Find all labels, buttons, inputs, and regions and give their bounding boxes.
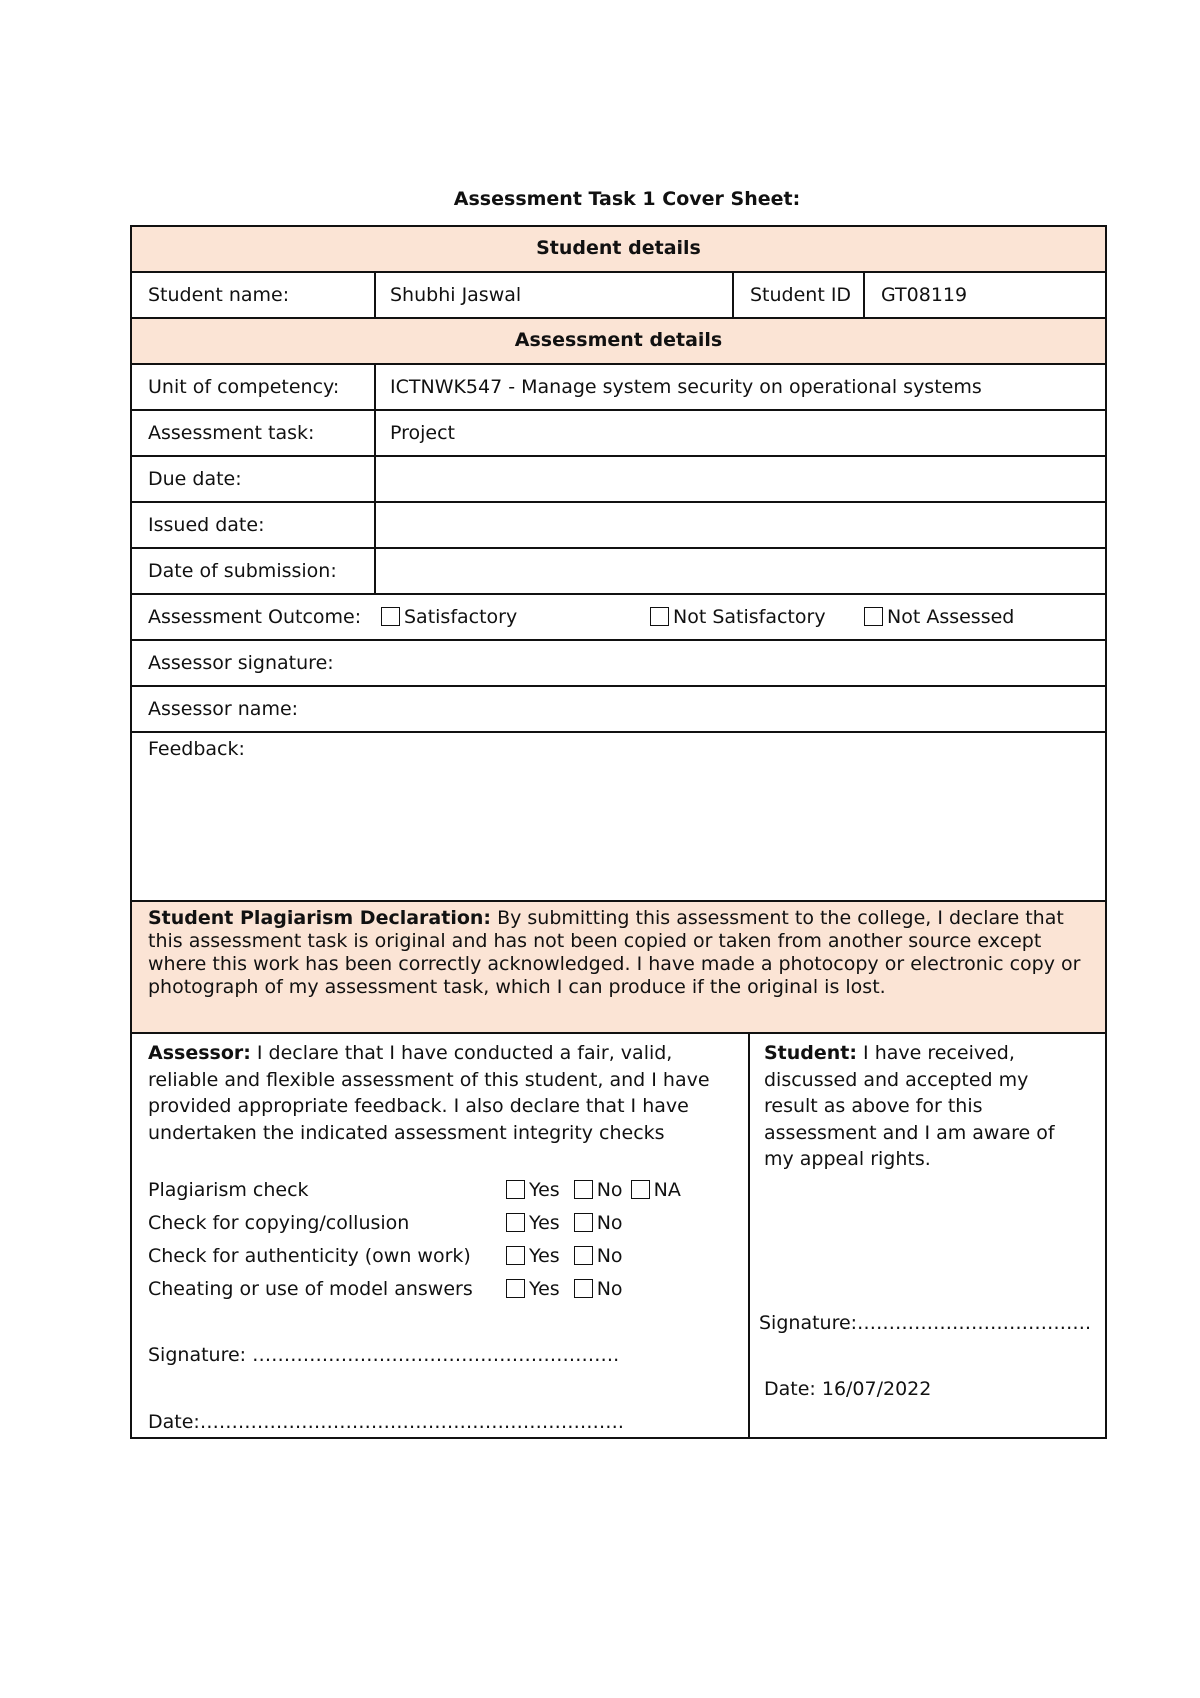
option-label: Yes bbox=[529, 1245, 560, 1267]
plagiarism-text-block bbox=[148, 907, 1093, 999]
option-label: No bbox=[596, 1278, 623, 1300]
due-date-label: Due date: bbox=[148, 468, 242, 490]
student-name-label: Student name: bbox=[148, 284, 290, 306]
outcome-satisfactory[interactable] bbox=[381, 595, 517, 639]
student-text: I have received, discussed and accepted my result as above for this assessment and I am aware of my appeal rights. bbox=[764, 1042, 1055, 1170]
cheating-check-options bbox=[506, 1278, 623, 1300]
cheating-no-checkbox[interactable] bbox=[574, 1279, 593, 1298]
plagiarism-yes-checkbox[interactable] bbox=[506, 1180, 525, 1199]
authenticity-check-options bbox=[506, 1245, 623, 1267]
cheating-check-label: Cheating or use of model answers bbox=[148, 1278, 473, 1300]
assessment-details-header: Assessment details bbox=[132, 319, 1105, 365]
plagiarism-check-label: Plagiarism check bbox=[148, 1179, 309, 1201]
unit-row bbox=[132, 365, 1105, 411]
outcome-row bbox=[132, 595, 1105, 641]
outcome-label: Assessment Outcome: bbox=[148, 606, 362, 628]
satisfactory-label: Satisfactory bbox=[404, 606, 518, 628]
satisfactory-checkbox[interactable] bbox=[381, 607, 400, 626]
student-name-value[interactable]: Shubhi Jaswal bbox=[390, 284, 522, 306]
task-label: Assessment task: bbox=[148, 422, 315, 444]
plagiarism-heading: Student Plagiarism Declaration: bbox=[148, 907, 492, 929]
copying-yes-checkbox[interactable] bbox=[506, 1213, 525, 1232]
plagiarism-na-checkbox[interactable] bbox=[631, 1180, 650, 1199]
student-signature-line[interactable]: Signature:………………………………. bbox=[759, 1312, 1092, 1334]
submission-date-label: Date of submission: bbox=[148, 560, 337, 582]
copying-check-label: Check for copying/collusion bbox=[148, 1212, 410, 1234]
page-title: Assessment Task 1 Cover Sheet: bbox=[453, 188, 801, 210]
authenticity-no-checkbox[interactable] bbox=[574, 1246, 593, 1265]
cover-sheet-table bbox=[130, 225, 1107, 1439]
task-row bbox=[132, 411, 1105, 457]
student-details-header: Student details bbox=[132, 227, 1105, 273]
option-label: Yes bbox=[529, 1278, 560, 1300]
option-label: No bbox=[596, 1179, 623, 1201]
assessor-declaration bbox=[148, 1040, 736, 1146]
not-assessed-label: Not Assessed bbox=[887, 606, 1015, 628]
student-declaration bbox=[764, 1040, 1084, 1173]
student-date[interactable]: Date: 16/07/2022 bbox=[764, 1378, 932, 1400]
not-satisfactory-checkbox[interactable] bbox=[650, 607, 669, 626]
not-satisfactory-label: Not Satisfactory bbox=[673, 606, 826, 628]
copying-check-options bbox=[506, 1212, 623, 1234]
assessor-name-label: Assessor name: bbox=[148, 698, 299, 720]
assessor-signature-row bbox=[132, 641, 1105, 687]
submission-date-field[interactable] bbox=[390, 549, 1090, 593]
assessor-name-row bbox=[132, 687, 1105, 733]
unit-label: Unit of competency: bbox=[148, 376, 340, 398]
authenticity-yes-checkbox[interactable] bbox=[506, 1246, 525, 1265]
unit-value[interactable]: ICTNWK547 - Manage system security on operational systems bbox=[390, 376, 982, 398]
submission-date-row bbox=[132, 549, 1105, 595]
due-date-row bbox=[132, 457, 1105, 503]
option-label: No bbox=[596, 1212, 623, 1234]
outcome-not-assessed[interactable] bbox=[864, 595, 1014, 639]
option-label: No bbox=[596, 1245, 623, 1267]
student-name-row bbox=[132, 273, 1105, 319]
issued-date-field[interactable] bbox=[390, 503, 1090, 547]
option-label: Yes bbox=[529, 1179, 560, 1201]
assessor-signature-label: Assessor signature: bbox=[148, 652, 334, 674]
issued-date-row bbox=[132, 503, 1105, 549]
not-assessed-checkbox[interactable] bbox=[864, 607, 883, 626]
feedback-label: Feedback: bbox=[148, 738, 245, 760]
assessor-signature-line[interactable]: Signature: …………………………………………………. bbox=[148, 1344, 620, 1366]
assessor-date-line[interactable]: Date:…………………………………………………………. bbox=[148, 1411, 624, 1433]
option-label: Yes bbox=[529, 1212, 560, 1234]
copying-no-checkbox[interactable] bbox=[574, 1213, 593, 1232]
student-heading: Student: bbox=[764, 1042, 857, 1064]
student-id-label: Student ID bbox=[750, 284, 852, 306]
authenticity-check-label: Check for authenticity (own work) bbox=[148, 1245, 471, 1267]
option-label: NA bbox=[653, 1179, 681, 1201]
due-date-field[interactable] bbox=[390, 457, 1090, 501]
plagiarism-no-checkbox[interactable] bbox=[574, 1180, 593, 1199]
plagiarism-check-options bbox=[506, 1179, 681, 1201]
assessor-text: I declare that I have conducted a fair, valid, reliable and flexible assessment of this student, and I have provided appropriate feedback. I also declare that I have undertaken the indicated assessment integrity checks bbox=[148, 1042, 710, 1144]
feedback-row[interactable] bbox=[132, 733, 1105, 902]
cheating-yes-checkbox[interactable] bbox=[506, 1279, 525, 1298]
outcome-not-satisfactory[interactable] bbox=[650, 595, 826, 639]
plagiarism-declaration bbox=[132, 902, 1105, 1034]
issued-date-label: Issued date: bbox=[148, 514, 265, 536]
task-value[interactable]: Project bbox=[390, 422, 456, 444]
student-id-value[interactable]: GT08119 bbox=[881, 284, 968, 306]
declaration-section bbox=[132, 1034, 1105, 1437]
plagiarism-text: By submitting this assessment to the college, I declare that this assessment task is original and has not been copied or taken from another source except where this work has been correctly acknowledged. I have made a photocopy or electronic copy or photograph of my assessment task, which I can produce if the original is lost. bbox=[148, 907, 1081, 998]
assessor-heading: Assessor: bbox=[148, 1042, 251, 1064]
